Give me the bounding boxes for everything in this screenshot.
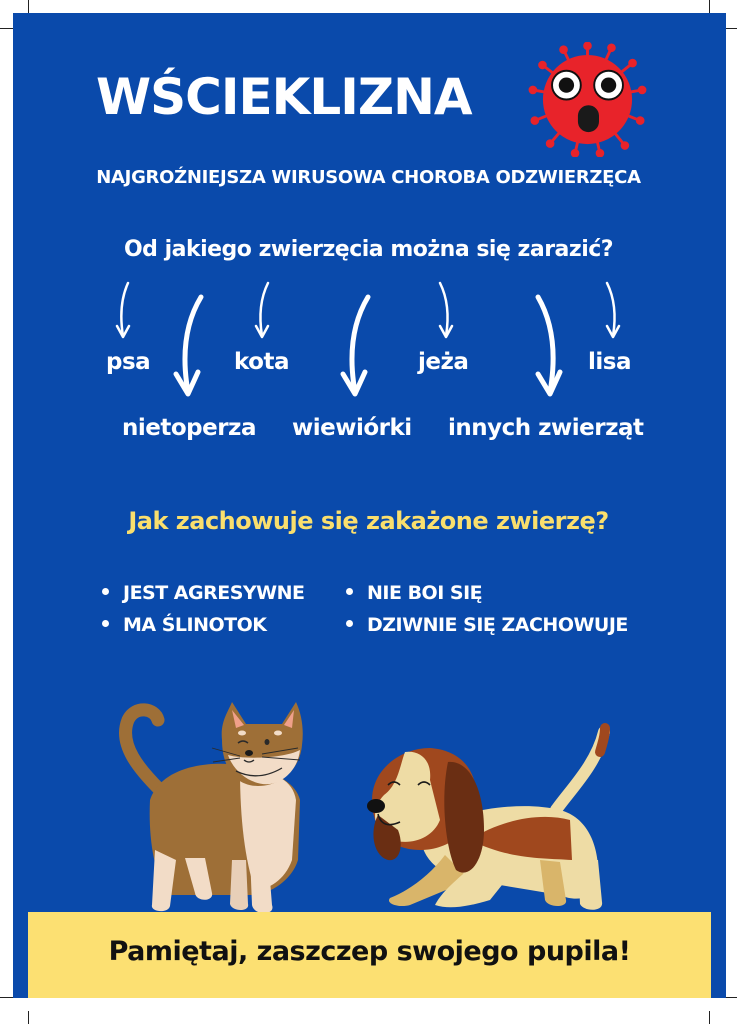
- cat-illustration: [126, 702, 303, 913]
- animal-other: innych zwierząt: [448, 415, 644, 441]
- animal-dog: psa: [106, 349, 151, 375]
- animal-bat: nietoperza: [122, 415, 256, 441]
- sources-question: Od jakiego zwierzęcia można się zarazić?: [123, 237, 614, 262]
- animal-squirrel: wiewiórki: [292, 415, 412, 441]
- animal-cat: kota: [234, 349, 289, 375]
- dog-illustration: [367, 728, 605, 910]
- symptom-item: JEST AGRESYWNE: [102, 582, 305, 604]
- symptom-item: NIE BOI SIĘ: [346, 582, 482, 604]
- call-to-action-banner: [28, 912, 711, 998]
- call-to-action-text: Pamiętaj, zaszczep swojego pupila!: [108, 936, 631, 967]
- poster-subtitle: NAJGROŹNIEJSZA WIRUSOWA CHOROBA ODZWIERZĘCA: [96, 167, 641, 188]
- animal-hedgehog: jeża: [418, 349, 469, 375]
- behavior-question: Jak zachowuje się zakażone zwierzę?: [128, 507, 609, 535]
- animal-fox: lisa: [588, 349, 631, 375]
- poster-title: WŚCIEKLIZNA: [96, 68, 472, 126]
- symptom-item: MA ŚLINOTOK: [102, 614, 266, 636]
- symptom-item: DZIWNIE SIĘ ZACHOWUJE: [346, 614, 628, 636]
